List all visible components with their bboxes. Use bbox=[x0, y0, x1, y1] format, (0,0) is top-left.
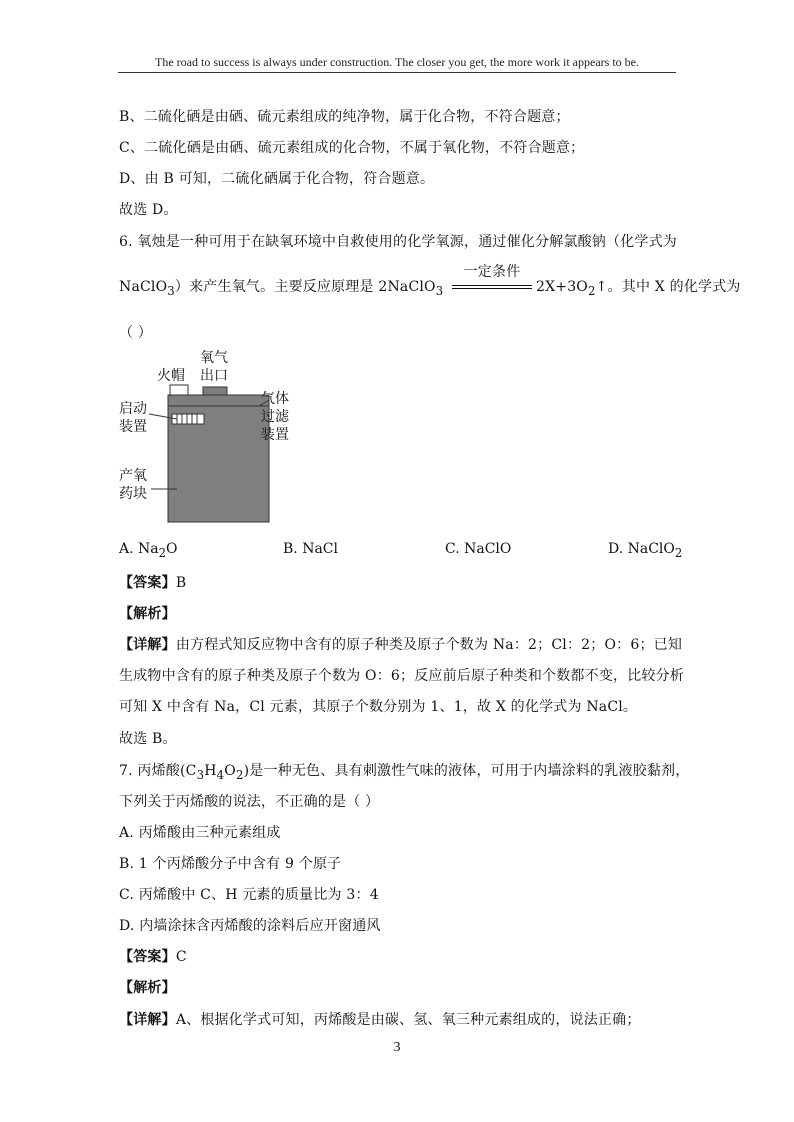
label-starter-2: 装置 bbox=[119, 419, 147, 435]
label-filter-3: 装置 bbox=[261, 427, 289, 443]
q6-detail-3: 可知 X 中含有 Na，Cl 元素，其原子个数分别为 1、1，故 X 的化学式为 NaCl。 bbox=[119, 699, 638, 715]
q6-conclusion: 故选 B。 bbox=[119, 731, 177, 747]
cap-shape bbox=[170, 385, 188, 395]
q7-stem-line2: 下列关于丙烯酸的说法，不正确的是（ ） bbox=[119, 794, 380, 810]
q7-analysis-label: 【解析】 bbox=[119, 980, 176, 996]
label-outlet-1: 氧气 bbox=[200, 350, 228, 366]
label-filter-1: 气体 bbox=[261, 391, 289, 407]
q7-stem-line1: 7. 丙烯酸$(C_3H_4O_2)$是一种无色、具有刺激性气味的液体，可用于内墙涂料的乳液胶黏剂， bbox=[119, 763, 690, 782]
q6-paren: （ ） bbox=[119, 325, 153, 341]
label-block-1: 产氧 bbox=[119, 468, 147, 484]
q5-option-d-explanation: D、由 B 可知，二硫化硒属于化合物，符合题意。 bbox=[119, 171, 435, 187]
label-outlet-2: 出口 bbox=[200, 368, 228, 384]
q6-stem-line1: 6. 氧烛是一种可用于在缺氧环境中自救使用的化学氧源，通过催化分解氯酸钠（化学式为 bbox=[119, 234, 678, 250]
q7-option-a: A. 丙烯酸由三种元素组成 bbox=[119, 825, 281, 841]
page-number: 3 bbox=[393, 1040, 401, 1055]
label-cap: 火帽 bbox=[157, 368, 185, 384]
header-rule bbox=[118, 72, 676, 73]
q6-option-d: D. NaClO$_2$ bbox=[608, 541, 683, 560]
reaction-condition: 一定条件 bbox=[463, 264, 521, 280]
q6-detail-2: 生成物中含有的原子种类及原子个数为 O：6；反应前后原子种类和个数都不变，比较分析 bbox=[119, 668, 685, 684]
q6-option-a: A. $Na_2O$ bbox=[119, 541, 178, 560]
q7-option-b: B. 1 个丙烯酸分子中含有 9 个原子 bbox=[119, 856, 342, 872]
q5-conclusion: 故选 D。 bbox=[119, 202, 178, 218]
q7-option-d: D. 内墙涂抹含丙烯酸的涂料后应开窗通风 bbox=[119, 918, 381, 934]
label-starter-1: 启动 bbox=[119, 401, 147, 417]
q6-option-b: B. NaCl bbox=[283, 541, 338, 557]
q6-option-c: C. NaClO bbox=[445, 541, 512, 557]
q6-answer: 【答案】B bbox=[119, 575, 187, 591]
q6-analysis-label: 【解析】 bbox=[119, 606, 176, 622]
oxygen-candle-diagram bbox=[119, 348, 319, 528]
q7-answer: 【答案】C bbox=[119, 949, 187, 965]
equals-bar bbox=[452, 285, 532, 289]
reaction-arrow bbox=[448, 264, 536, 295]
header-motto: The road to success is always under construction. The closer you get, the more work it appears to be. bbox=[155, 55, 639, 69]
q5-option-c-explanation: C、二硫化硒是由硒、硫元素组成的化合物，不属于氧化物，不符合题意； bbox=[119, 140, 585, 156]
q7-option-c: C. 丙烯酸中 C、H 元素的质量比为 3：4 bbox=[119, 887, 379, 903]
q5-option-b-explanation: B、二硫化硒是由硒、硫元素组成的纯净物，属于化合物，不符合题意； bbox=[119, 109, 570, 125]
q7-detail-1: 【详解】A、根据化学式可知，丙烯酸是由碳、氢、氧三种元素组成的，说法正确； bbox=[119, 1012, 641, 1028]
q6-stem-line2: NaClO$_3$）来产生氧气。主要反应原理是 2NaClO$_3$ 一定条件 $2X+3O_2↑$。其中 X 的化学式为 bbox=[119, 276, 741, 298]
label-block-2: 药块 bbox=[119, 486, 147, 502]
outlet-shape bbox=[203, 387, 227, 395]
label-filter-2: 过滤 bbox=[261, 409, 289, 425]
q6-detail-1: 【详解】由方程式知反应物中含有的原子种类及原子个数为 Na：2；Cl：2；O：6；已知 bbox=[119, 637, 683, 653]
